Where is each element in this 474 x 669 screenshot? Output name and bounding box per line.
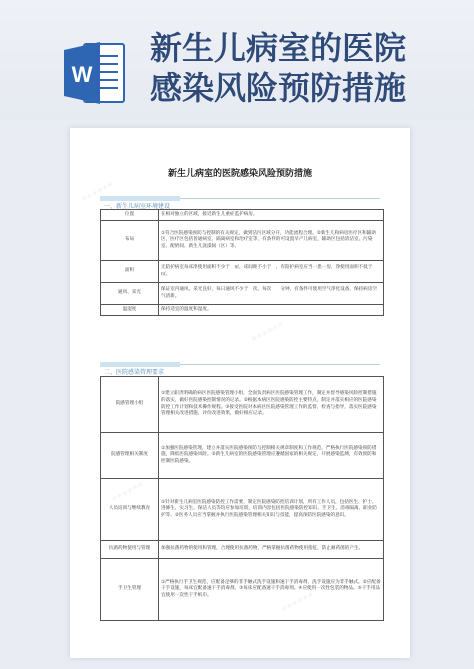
table-row bbox=[101, 479, 384, 541]
table-row bbox=[101, 221, 384, 261]
row-label: 院感管理相关制度 bbox=[101, 433, 159, 479]
table-row bbox=[101, 541, 384, 559]
table-row bbox=[101, 305, 384, 316]
row-text: ①符合医院感染预防与控制的有关规定，做到洁污区域分开，功能流程合理。②新生儿和病房医疗区和辅助区，医疗区包括普通病室、隔离病室和治疗室等，有条件的可设置早产儿病室，辅助区包括清洁室、污染室、配奶间、新生儿洗澡间（区）等。 bbox=[159, 221, 384, 261]
table-row bbox=[101, 261, 384, 283]
row-text: ①针对新生儿病室医院感染防控工作需要，制定医院感染防控培训计划，所有工作人员，包括医生、护士、进修生、实习生、保洁人员等均应参加培训，培训内容包括医院感染防控知识、手卫生、消毒隔离、职业防护等。②医务人员应当掌握并执行医院感染管理相关知识与技能，提高预防医院感染的意识。 bbox=[159, 479, 384, 541]
banner-title-line2: 感染风险预防措施 bbox=[150, 69, 407, 107]
document-page bbox=[70, 128, 410, 658]
table-row bbox=[101, 559, 384, 621]
banner bbox=[0, 0, 474, 120]
svg-text:W: W bbox=[71, 62, 93, 87]
row-text: 在相对独立的区域，接近新生儿重症监护病房。 bbox=[159, 210, 384, 221]
row-text: 无陪护病室每床净使用面积不少于 ㎡，床间距不小于 ，有陪护病室应当一患一房，净使用面积不低于 ㎡。 bbox=[159, 261, 384, 283]
watermark: ✳✳✳✳✳✳ bbox=[110, 480, 146, 504]
watermark: ✳✳✳✳✳✳ bbox=[280, 590, 316, 614]
row-label: 布局 bbox=[101, 221, 159, 261]
watermark: ✳✳✳✳✳✳ bbox=[250, 320, 286, 344]
table-row bbox=[101, 210, 384, 221]
section-heading-bar bbox=[100, 362, 180, 367]
table-row bbox=[101, 377, 384, 433]
environment-table bbox=[100, 209, 384, 316]
management-table bbox=[100, 376, 384, 621]
section-heading-bar bbox=[100, 196, 180, 201]
row-label: 面积 bbox=[101, 261, 159, 283]
row-label: 人员培训与继续教育 bbox=[101, 479, 159, 541]
row-label: 抗菌药物使用与管理 bbox=[101, 541, 159, 559]
row-text: ①建立职责明确的病区医院感染管理小组，全面负责病区医院感染管理工作，制定并督导感染风险控制措施的落实，做好医院感染控制情况的记录。②根据本病区医院感染防控主要特点，制定并落实相应的医院感染防控工作计划和技术操作规程。③接受医院对本病区医院感染管理工作的监督、检查与指导，落实医院感染管理相关改进措施，评价改进效果，做好相应记录。 bbox=[159, 377, 384, 433]
banner-title bbox=[150, 28, 450, 108]
table-row bbox=[101, 283, 384, 305]
row-text: ①加强医院感染管理，建立并落实医院感染预防与控制相关规章制度和工作规范，严格执行医院感染预防措施，降低医院感染风险。②新生儿病室的医院感染管理应遵循国家的相关规定，开展感染监测，有效预防和控制医院感染。 bbox=[159, 433, 384, 479]
row-text: 保持适宜的温度和湿度。 bbox=[159, 305, 384, 316]
row-label: 温湿度 bbox=[101, 305, 159, 316]
watermark: ✳✳✳✳✳✳ bbox=[80, 180, 116, 204]
row-text: 加强抗菌药物的使用和管理，合理使用抗菌药物，严格掌握抗菌药物使用指征，防止耐药菌的产生。 bbox=[159, 541, 384, 559]
document-title: 新生儿病室的医院感染风险预防措施 bbox=[167, 169, 312, 179]
row-label: 通风、采光 bbox=[101, 283, 159, 305]
row-label: 位置 bbox=[101, 210, 159, 221]
word-icon bbox=[62, 38, 128, 108]
row-text: ①严格执行手卫生规范，应配备足够的非手触式洗手设施和速干手消毒剂，洗手设施应为非手触式。②应配备干手设施，每床宜配备速干手消毒剂。③每床应配备速干手消毒剂。④应使用一次性包装的物品。⑤干手用品宜使用一次性干手纸巾。 bbox=[159, 559, 384, 621]
row-text: 保证室内通风、采光良好，每日通风不少于 次，每次 分钟，有条件可使用空气净化设备，保持病房空气清新。 bbox=[159, 283, 384, 305]
row-label: 院感管理小组 bbox=[101, 377, 159, 433]
section-heading-text: 一、新生儿病室环境建设 bbox=[104, 203, 171, 210]
section-heading bbox=[100, 364, 380, 376]
section-heading-text: 二、医院感染管理要求 bbox=[104, 369, 165, 376]
table-row bbox=[101, 433, 384, 479]
banner-title-line1: 新生儿病室的医院 bbox=[150, 29, 407, 67]
row-label: 手卫生管理 bbox=[101, 559, 159, 621]
